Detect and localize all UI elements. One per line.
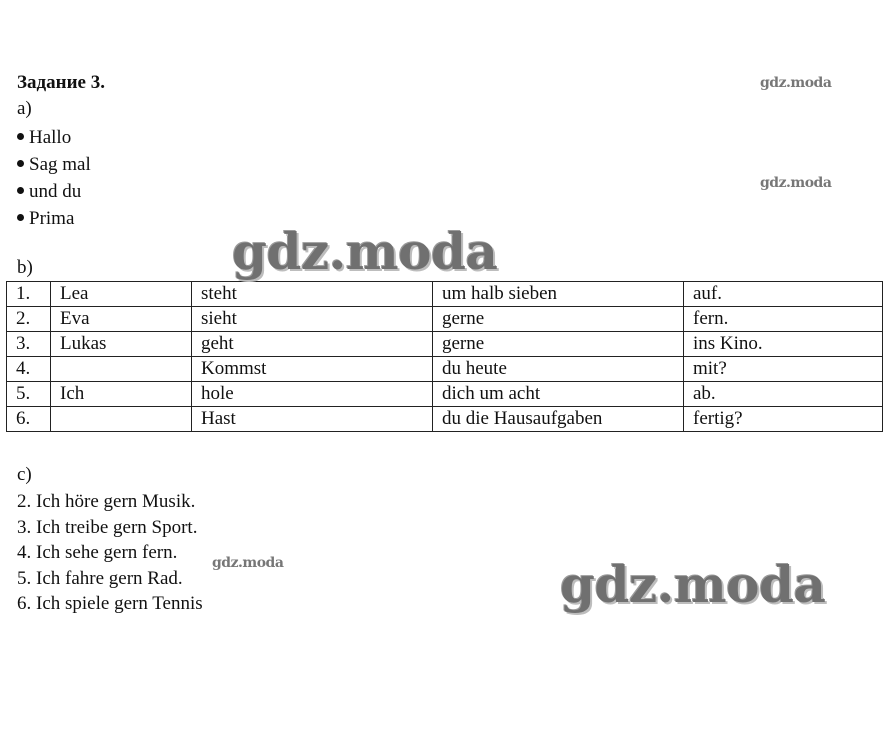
- part-a-list: [17, 124, 91, 232]
- sentence-table: [6, 281, 883, 432]
- watermark: gdz.moda: [212, 555, 284, 571]
- watermark: gdz.moda: [760, 75, 832, 91]
- row-number: 2.: [7, 307, 51, 332]
- table-cell: hole: [192, 382, 433, 407]
- list-item: und du: [17, 178, 91, 205]
- table-cell: fertig?: [684, 407, 883, 432]
- watermark: gdz.moda: [232, 222, 498, 281]
- bullet-icon: [17, 133, 24, 140]
- bullet-icon: [17, 187, 24, 194]
- table-cell: ins Kino.: [684, 332, 883, 357]
- list-item: 6. Ich spiele gern Tennis: [17, 593, 203, 614]
- part-b-label: b): [17, 257, 33, 278]
- table-cell: um halb sieben: [433, 282, 684, 307]
- row-number: 4.: [7, 357, 51, 382]
- bullet-icon: [17, 214, 24, 221]
- table-cell: Ich: [51, 382, 192, 407]
- table-row: [7, 282, 883, 307]
- row-number: 3.: [7, 332, 51, 357]
- list-item: 4. Ich sehe gern fern.: [17, 542, 178, 563]
- table-cell: steht: [192, 282, 433, 307]
- list-item: 2. Ich höre gern Musik.: [17, 491, 196, 512]
- list-item: Prima: [17, 205, 91, 232]
- table-cell: ab.: [684, 382, 883, 407]
- watermark: gdz.moda: [760, 175, 832, 191]
- table-cell: gerne: [433, 332, 684, 357]
- table-cell: Lea: [51, 282, 192, 307]
- table-cell: du heute: [433, 357, 684, 382]
- table-row: [7, 307, 883, 332]
- bullet-icon: [17, 160, 24, 167]
- watermark: gdz.moda: [560, 555, 826, 614]
- row-number: 1.: [7, 282, 51, 307]
- part-c-list: [17, 489, 203, 617]
- part-c-label: c): [17, 464, 32, 485]
- table-cell: fern.: [684, 307, 883, 332]
- row-number: 6.: [7, 407, 51, 432]
- table-cell: mit?: [684, 357, 883, 382]
- table-cell: Kommst: [192, 357, 433, 382]
- table-cell: dich um acht: [433, 382, 684, 407]
- list-item: 3. Ich treibe gern Sport.: [17, 516, 198, 538]
- part-a-label: a): [17, 98, 32, 119]
- table-row: [7, 407, 883, 432]
- table-row: [7, 382, 883, 407]
- table-cell: Hast: [192, 407, 433, 432]
- table-cell: du die Hausaufgaben: [433, 407, 684, 432]
- table-cell: Lukas: [51, 332, 192, 357]
- list-item: 5. Ich fahre gern Rad.: [17, 567, 183, 589]
- table-cell: [51, 407, 192, 432]
- table-row: [7, 357, 883, 382]
- table-cell: sieht: [192, 307, 433, 332]
- table-cell: Eva: [51, 307, 192, 332]
- row-number: 5.: [7, 382, 51, 407]
- table-row: [7, 332, 883, 357]
- list-item: Sag mal: [17, 151, 91, 178]
- table-cell: gerne: [433, 307, 684, 332]
- task-title: Задание 3.: [17, 72, 105, 93]
- list-item: Hallo: [17, 124, 91, 151]
- table-cell: auf.: [684, 282, 883, 307]
- table-cell: [51, 357, 192, 382]
- table-cell: geht: [192, 332, 433, 357]
